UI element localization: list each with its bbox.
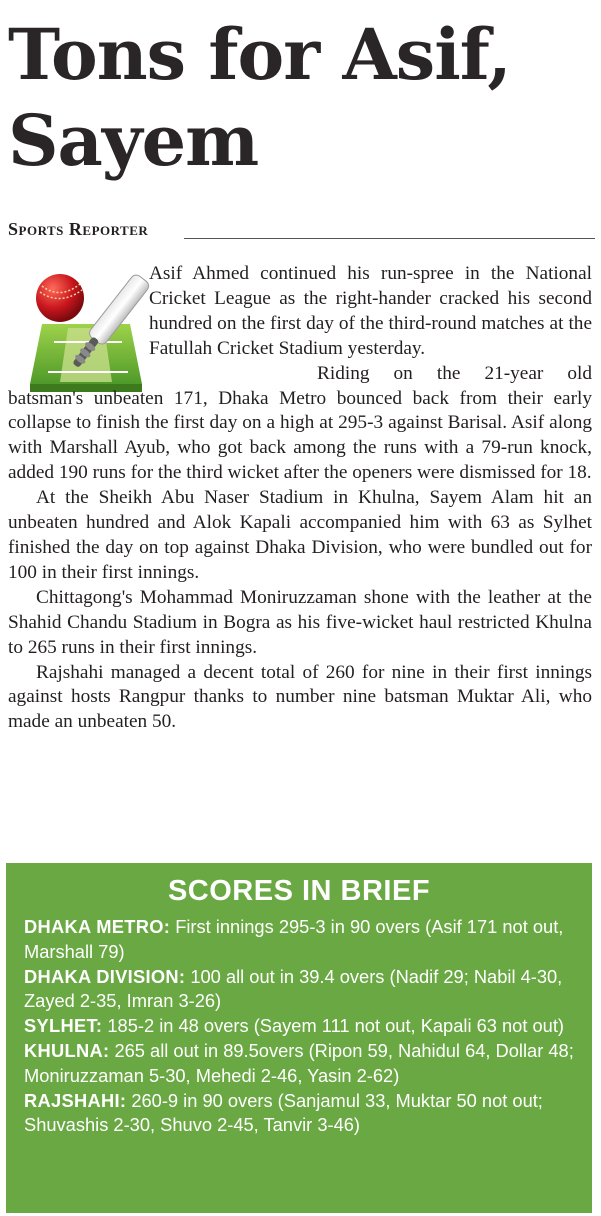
score-text: First innings 295-3 in 90 overs (Asif 171 not out, Marshall 79): [24, 916, 564, 962]
scores-in-brief-box: [6, 863, 592, 1213]
illustration-space: [8, 262, 149, 386]
score-entry: [24, 965, 578, 1015]
headline: Tons for Asif, Sayem: [8, 13, 511, 182]
scores-list: [6, 915, 592, 1138]
team-name: SYLHET:: [24, 1015, 103, 1037]
team-name: DHAKA DIVISION:: [24, 965, 186, 987]
score-text: 260-9 in 90 overs (Sanjamul 33, Muktar 50 not out; Shuvashis 2-30, Shuvo 2-45, Tanvir 3-46): [24, 1089, 543, 1136]
team-name: DHAKA METRO:: [24, 916, 171, 937]
byline: Sports Reporter: [8, 219, 149, 239]
score-text: 100 all out in 39.4 overs (Nadif 29; Nabil 4-30, Zayed 2-35, Imran 3-26): [24, 965, 563, 1012]
score-entry: [24, 915, 578, 965]
score-entry: [24, 1014, 578, 1039]
article-body: [8, 262, 592, 735]
scores-title: SCORES IN BRIEF: [167, 875, 431, 907]
paragraph-2: Riding on the 21-year old batsman's unbeaten 171, Dhaka Metro bounced back from their early collapse to finish the first day on a high at 295-3 against Barisal. Asif along with Marshall Ayub, who got back among the runs with a 79-run knock, added 190 runs for the third wicket after the openers were dismissed for 18.: [8, 362, 592, 484]
team-name: KHULNA:: [24, 1039, 110, 1061]
score-entry: [24, 1039, 578, 1089]
paragraph-1: Asif Ahmed continued his run-spree in the National Cricket League as the right-hander cracked his second hundred on the first day of the third-round matches at the Fatullah Cricket Stadium yesterday.: [149, 263, 592, 359]
team-name: RAJSHAHI:: [24, 1089, 127, 1111]
paragraph-3: At the Sheikh Abu Naser Stadium in Khulna, Sayem Alam hit an unbeaten hundred and Alok Kapali accompanied him with 63 as Sylhet finished the day on top against Dhaka Division, who were bundled out for 100 in their first innings.: [8, 487, 592, 583]
paragraph-5: Rajshahi managed a decent total of 260 for nine in their first innings against hosts Rangpur thanks to number nine batsman Muktar Ali, who made an unbeaten 50.: [8, 661, 592, 733]
byline-rule: [184, 238, 595, 239]
paragraph-4: Chittagong's Mohammad Moniruzzaman shone with the leather at the Shahid Chandu Stadium in Bogra as his five-wicket haul restricted Khulna to 265 runs in their first innings.: [8, 586, 592, 658]
score-text: 265 all out in 89.5overs (Ripon 59, Nahidul 64, Dollar 48; Moniruzzaman 5-30, Mehedi 2-46, Yasin 2-62): [24, 1039, 574, 1086]
score-text: 185-2 in 48 overs (Sayem 111 not out, Kapali 63 not out): [102, 1015, 564, 1037]
score-entry: [24, 1089, 578, 1139]
